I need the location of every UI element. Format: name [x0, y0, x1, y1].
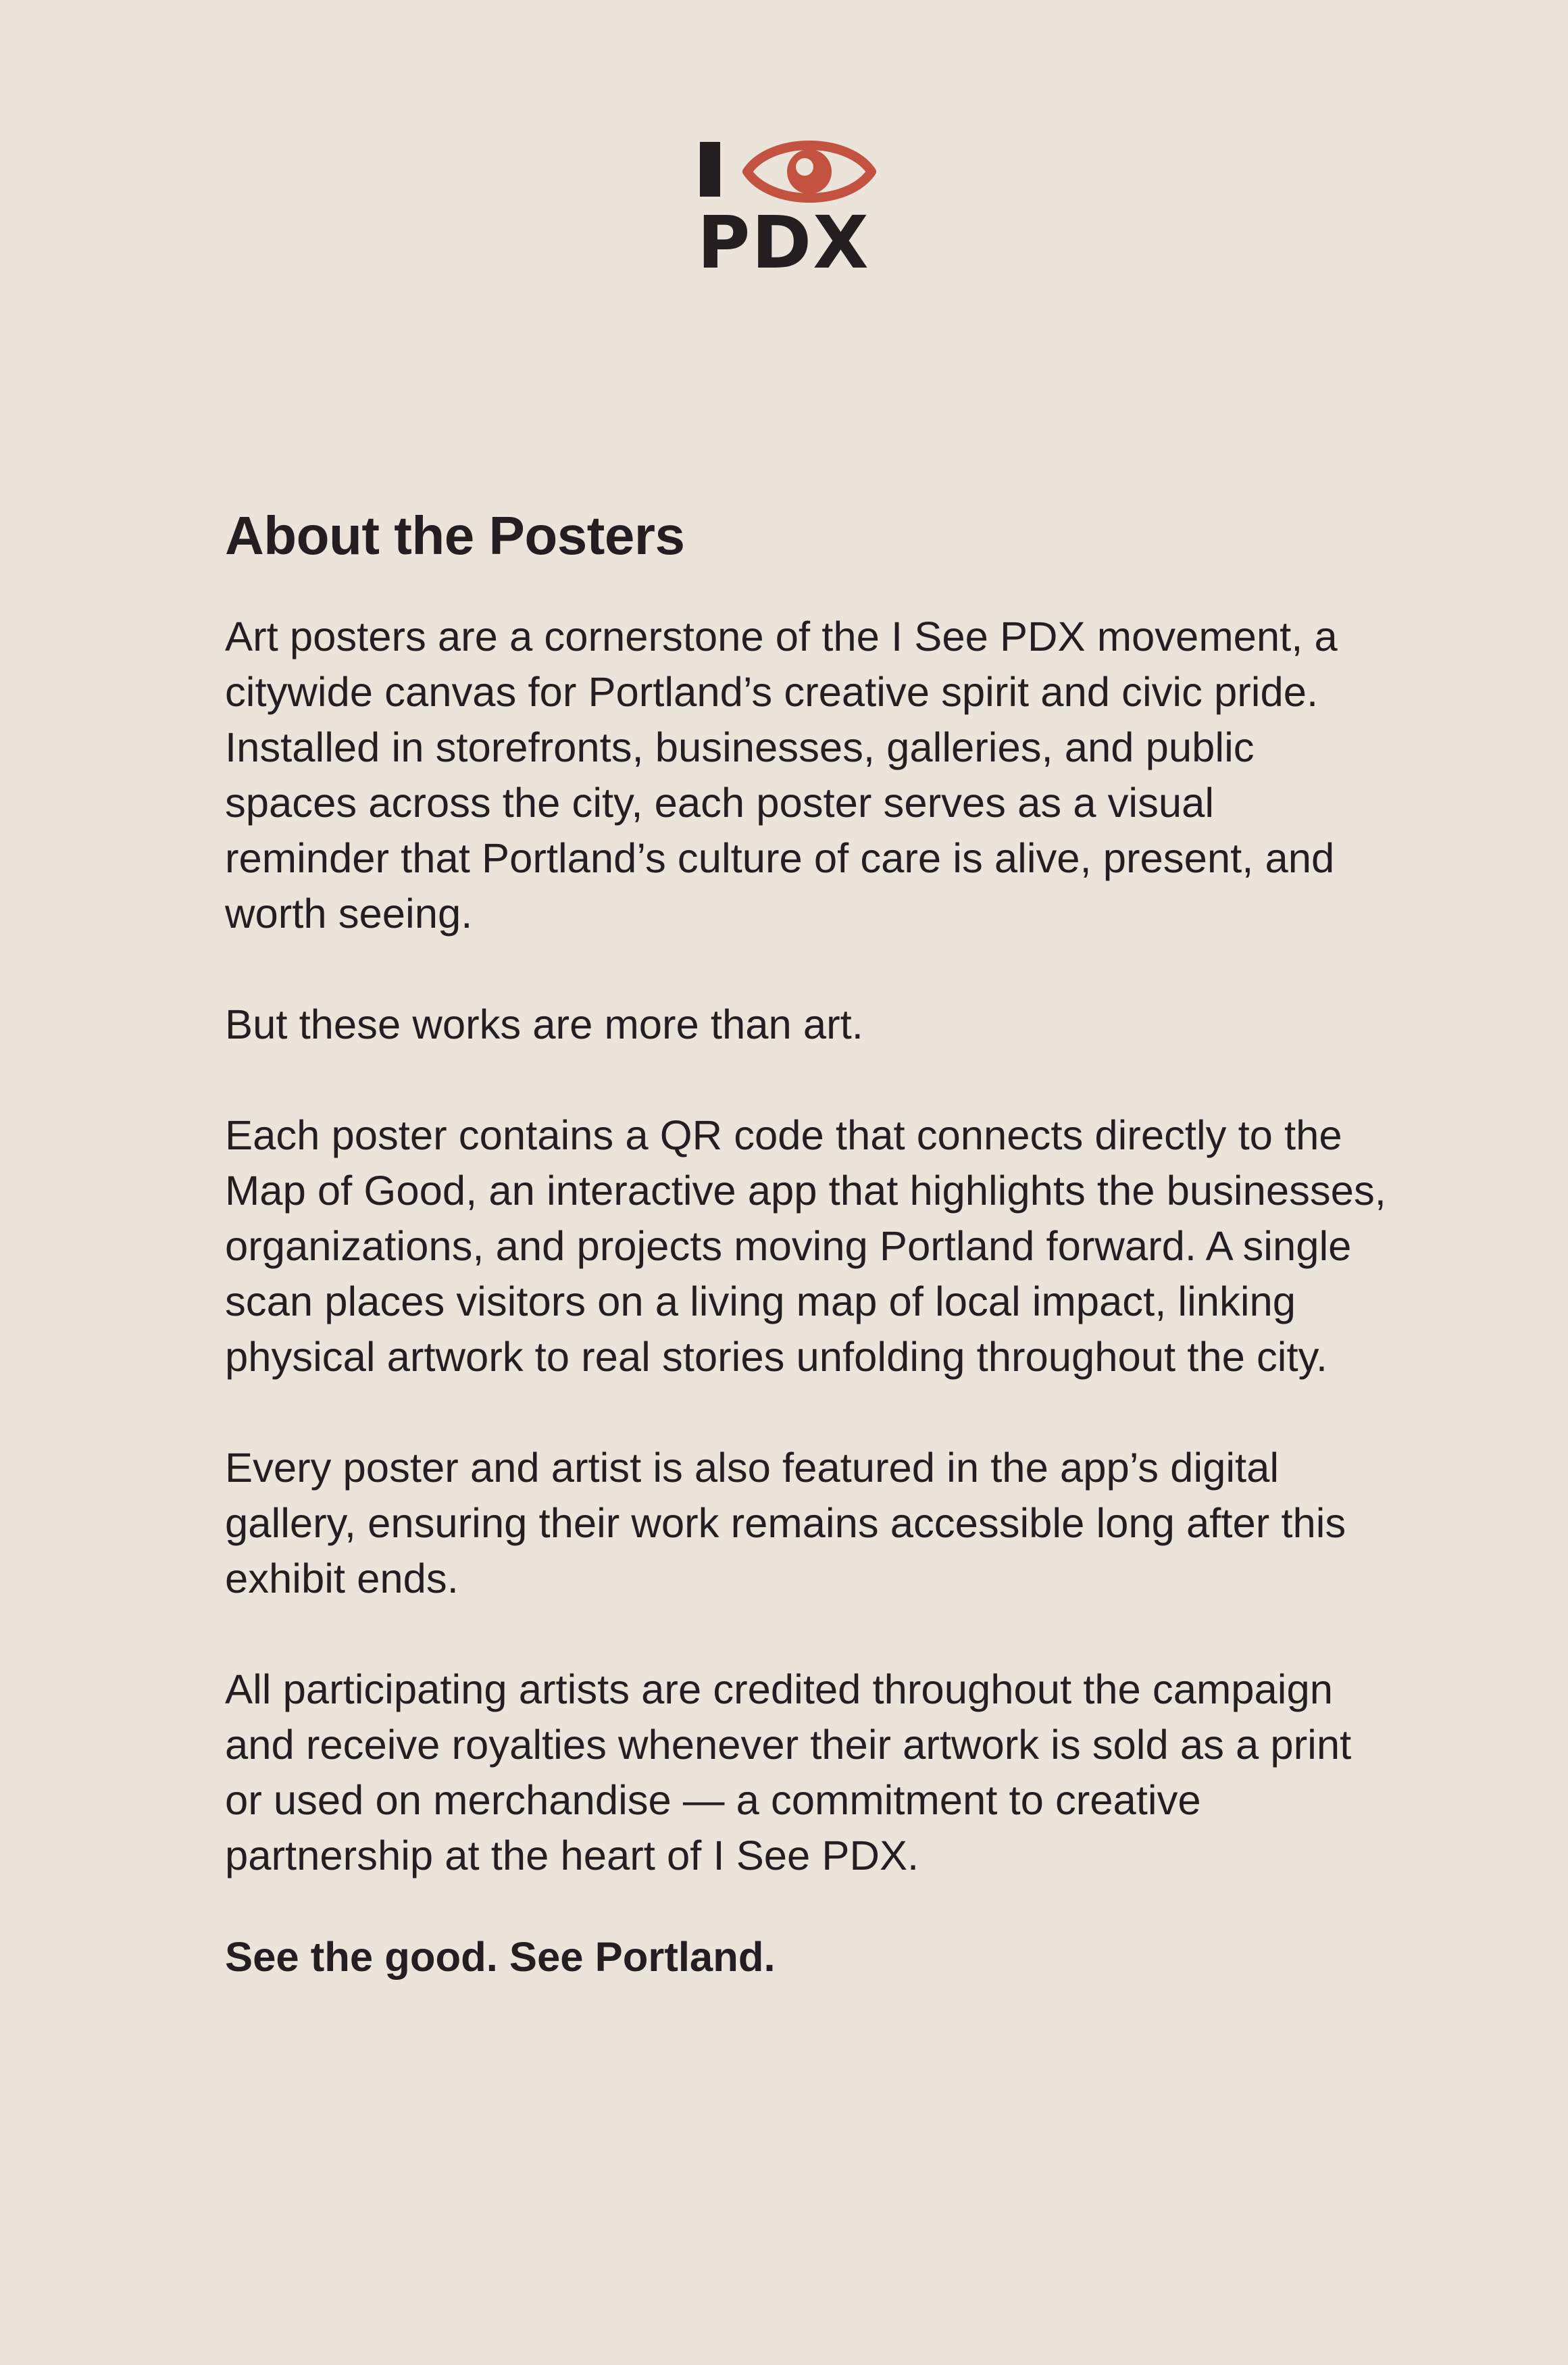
page-title: About the Posters: [225, 505, 685, 566]
paragraph-intro: Art posters are a cornerstone of the I See PDX movement, a citywide canvas for Portland’s creative spirit and civic pride. Installed in storefronts, businesses, galleries, and public spaces across the city, each poster serves as a visual reminder that Portland’s culture of care is alive, present, and worth seeing.: [225, 614, 1338, 937]
logo-wordmark: PDX: [697, 201, 870, 285]
paragraph-qr-code: Each poster contains a QR code that connects directly to the Map of Good, an interactive app that highlights the businesses, organizations, and projects moving Portland forward. A single scan places visitors on a living map of local impact, linking physical artwork to real stories unfolding throughout the city.: [225, 1112, 1386, 1380]
paragraph-digital-gallery: Every poster and artist is also featured in the app’s digital gallery, ensuring their work remains accessible long after this exhibit ends.: [225, 1445, 1346, 1602]
paragraph-royalties: All participating artists are credited throughout the campaign and receive royalties whenever their artwork is sold as a print or used on merchandise — a commitment to creative partnership at the heart of I See PDX.: [225, 1666, 1352, 1879]
i-see-pdx-logo: [697, 136, 878, 285]
logo-letter-i: [700, 142, 720, 197]
paragraph-more-than-art: But these works are more than art.: [225, 1001, 863, 1048]
eye-icon: [742, 136, 876, 207]
closing-tagline: See the good. See Portland.: [225, 1934, 776, 1981]
about-section: [225, 499, 1387, 1985]
